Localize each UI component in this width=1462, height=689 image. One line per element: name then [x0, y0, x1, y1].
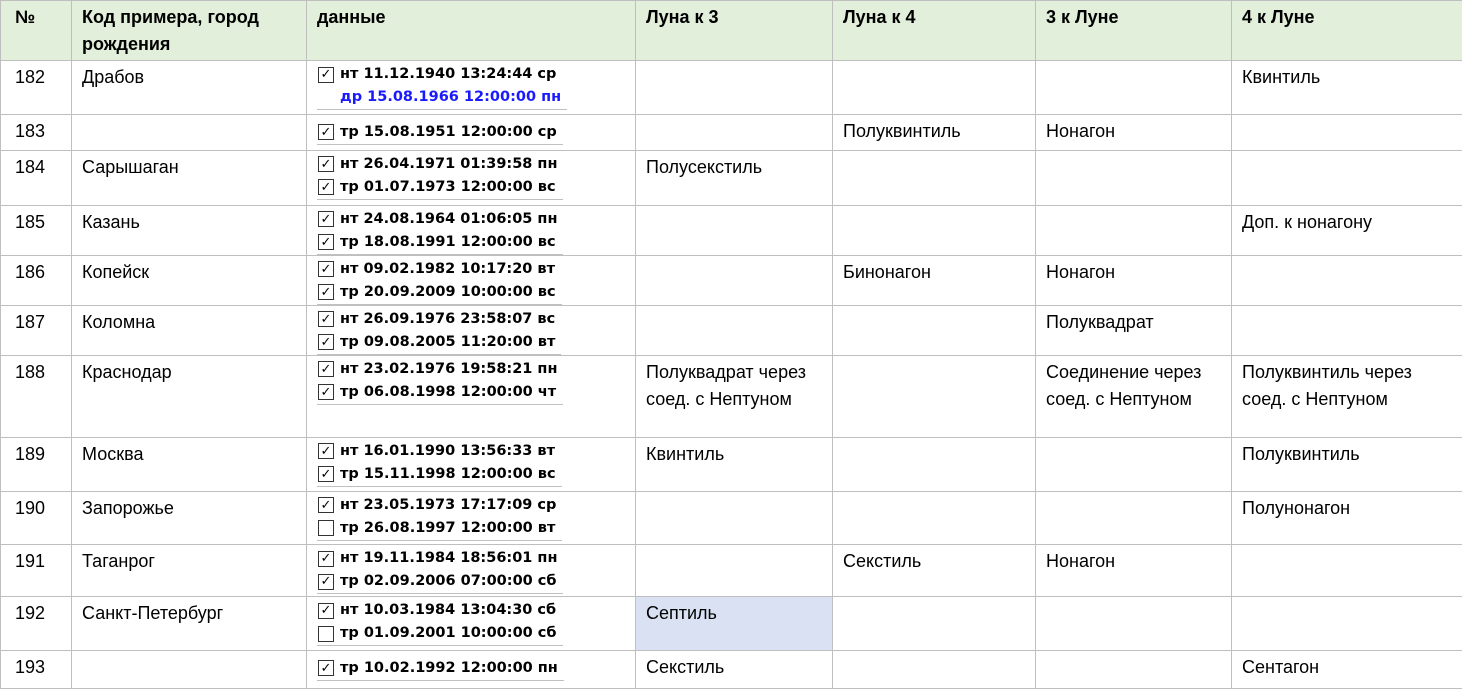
- city-cell: Казань: [72, 205, 307, 255]
- moon-to-3-cell: Секстиль: [636, 650, 833, 688]
- data-line-text: тр 20.09.2009 10:00:00 вс: [340, 281, 556, 304]
- data-screenshot: [317, 208, 563, 255]
- checkbox-icon[interactable]: ✓: [318, 574, 334, 590]
- city-cell: [72, 114, 307, 150]
- data-line: [317, 231, 557, 254]
- data-line: [317, 308, 555, 331]
- data-line-text: нт 19.11.1984 18:56:01 пн: [340, 547, 557, 570]
- data-cell: [307, 650, 636, 688]
- table-row: [1, 61, 1462, 115]
- data-screenshot: [317, 358, 563, 405]
- data-line-text: нт 09.02.1982 10:17:20 вт: [340, 258, 555, 281]
- row-number: 186: [1, 255, 72, 305]
- moon-to-3-cell: [636, 305, 833, 355]
- data-line: [317, 494, 556, 517]
- data-line: [317, 463, 556, 486]
- data-cell: [307, 255, 636, 305]
- data-line: [317, 599, 557, 622]
- city-cell: Запорожье: [72, 491, 307, 545]
- data-line-text: нт 26.09.1976 23:58:07 вс: [340, 308, 555, 331]
- table-row: [1, 150, 1462, 205]
- checkbox-icon[interactable]: ✓: [318, 311, 334, 327]
- checkbox-icon[interactable]: ✓: [318, 384, 334, 400]
- data-screenshot: [317, 308, 561, 355]
- data-line: [317, 570, 557, 593]
- 3-to-moon-cell: Полуквадрат: [1036, 305, 1232, 355]
- data-line: [317, 86, 561, 109]
- checkbox-icon[interactable]: ✓: [318, 261, 334, 277]
- data-line: [317, 281, 556, 304]
- data-line: [317, 331, 555, 354]
- 4-to-moon-cell: Квинтиль: [1232, 61, 1462, 115]
- city-cell: [72, 650, 307, 688]
- data-line-text: нт 24.08.1964 01:06:05 пн: [340, 208, 557, 231]
- 3-to-moon-cell: [1036, 61, 1232, 115]
- row-number: 187: [1, 305, 72, 355]
- 4-to-moon-cell: Полуквинтиль: [1232, 437, 1462, 491]
- data-line: [317, 153, 557, 176]
- 4-to-moon-cell: Сентагон: [1232, 650, 1462, 688]
- 3-to-moon-cell: Нонагон: [1036, 255, 1232, 305]
- header-4-moon: 4 к Луне: [1232, 1, 1462, 61]
- data-line-text: др 15.08.1966 12:00:00 пн: [340, 86, 561, 109]
- city-cell: Копейск: [72, 255, 307, 305]
- checkbox-icon[interactable]: ✓: [318, 497, 334, 513]
- 4-to-moon-cell: [1232, 305, 1462, 355]
- city-cell: Москва: [72, 437, 307, 491]
- moon-to-4-cell: Секстиль: [833, 545, 1036, 597]
- table-row: [1, 491, 1462, 545]
- moon-to-4-cell: [833, 61, 1036, 115]
- 3-to-moon-cell: Нонагон: [1036, 114, 1232, 150]
- table-row: [1, 597, 1462, 651]
- data-line: [317, 440, 556, 463]
- data-screenshot: [317, 121, 563, 145]
- table-row: [1, 205, 1462, 255]
- data-line-text: тр 15.11.1998 12:00:00 вс: [340, 463, 556, 486]
- data-cell: [307, 597, 636, 651]
- data-line-text: нт 11.12.1940 13:24:44 ср: [340, 63, 556, 86]
- checkbox-icon[interactable]: ✓: [318, 179, 334, 195]
- data-cell: [307, 61, 636, 115]
- data-line: [317, 381, 557, 404]
- 4-to-moon-cell: [1232, 150, 1462, 205]
- moon-to-3-cell: Полусекстиль: [636, 150, 833, 205]
- 4-to-moon-cell: Полуквинтиль через соед. с Нептуном: [1232, 355, 1462, 437]
- moon-to-4-cell: [833, 650, 1036, 688]
- row-number: 190: [1, 491, 72, 545]
- moon-to-4-cell: [833, 355, 1036, 437]
- data-line-text: нт 23.05.1973 17:17:09 ср: [340, 494, 556, 517]
- header-row: [1, 1, 1462, 61]
- data-line-text: тр 26.08.1997 12:00:00 вт: [340, 517, 555, 540]
- checkbox-icon[interactable]: ✓: [318, 466, 334, 482]
- header-3-moon: 3 к Луне: [1036, 1, 1232, 61]
- data-screenshot: [317, 258, 562, 305]
- data-screenshot: [317, 63, 567, 110]
- 4-to-moon-cell: Доп. к нонагону: [1232, 205, 1462, 255]
- checkbox-icon[interactable]: ✓: [318, 551, 334, 567]
- city-cell: Сарышаган: [72, 150, 307, 205]
- data-line-text: нт 26.04.1971 01:39:58 пн: [340, 153, 557, 176]
- data-cell: [307, 150, 636, 205]
- data-screenshot: [317, 153, 563, 200]
- checkbox-icon[interactable]: ✓: [318, 361, 334, 377]
- header-moon-4: Луна к 4: [833, 1, 1036, 61]
- data-cell: [307, 437, 636, 491]
- row-number: 183: [1, 114, 72, 150]
- data-screenshot: [317, 657, 564, 681]
- row-number: 185: [1, 205, 72, 255]
- row-number: 189: [1, 437, 72, 491]
- checkbox-icon[interactable]: ✓: [318, 67, 334, 83]
- table-row: [1, 650, 1462, 688]
- data-line-text: тр 01.09.2001 10:00:00 сб: [340, 622, 557, 645]
- checkbox-icon[interactable]: ✓: [318, 334, 334, 350]
- data-line-text: нт 23.02.1976 19:58:21 пн: [340, 358, 557, 381]
- data-line: [317, 517, 556, 540]
- table-row: [1, 305, 1462, 355]
- data-line: [317, 258, 556, 281]
- checkbox-icon[interactable]: ✓: [318, 660, 334, 676]
- data-screenshot: [317, 547, 563, 594]
- data-line-text: нт 16.01.1990 13:56:33 вт: [340, 440, 555, 463]
- moon-to-4-cell: [833, 205, 1036, 255]
- data-cell: [307, 355, 636, 437]
- 3-to-moon-cell: [1036, 650, 1232, 688]
- 4-to-moon-cell: [1232, 545, 1462, 597]
- header-moon-3: Луна к 3: [636, 1, 833, 61]
- header-num: №: [1, 1, 72, 61]
- table-row: [1, 545, 1462, 597]
- data-line-text: тр 15.08.1951 12:00:00 ср: [340, 121, 557, 144]
- data-screenshot: [317, 494, 562, 541]
- row-number: 182: [1, 61, 72, 115]
- moon-to-3-cell: [636, 205, 833, 255]
- 4-to-moon-cell: Полунонагон: [1232, 491, 1462, 545]
- moon-to-4-cell: [833, 597, 1036, 651]
- city-cell: Таганрог: [72, 545, 307, 597]
- row-number: 191: [1, 545, 72, 597]
- row-number: 193: [1, 650, 72, 688]
- moon-to-4-cell: Бинонагон: [833, 255, 1036, 305]
- moon-to-3-cell: [636, 545, 833, 597]
- checkbox-icon[interactable]: ✓: [318, 156, 334, 172]
- data-line-text: тр 02.09.2006 07:00:00 сб: [340, 570, 557, 593]
- 4-to-moon-cell: [1232, 597, 1462, 651]
- data-line: [317, 657, 558, 680]
- data-line: [317, 622, 557, 645]
- moon-to-3-cell: Полуквадрат через соед. с Нептуном: [636, 355, 833, 437]
- 3-to-moon-cell: Нонагон: [1036, 545, 1232, 597]
- data-line: [317, 176, 557, 199]
- table-row: [1, 255, 1462, 305]
- data-line-text: тр 06.08.1998 12:00:00 чт: [340, 381, 556, 404]
- table-row: [1, 355, 1462, 437]
- checkbox-icon[interactable]: ✓: [318, 234, 334, 250]
- data-line: [317, 547, 557, 570]
- city-cell: Драбов: [72, 61, 307, 115]
- moon-to-4-cell: [833, 491, 1036, 545]
- 3-to-moon-cell: [1036, 597, 1232, 651]
- row-number: 188: [1, 355, 72, 437]
- data-line: [317, 208, 557, 231]
- data-line-text: тр 09.08.2005 11:20:00 вт: [340, 331, 555, 354]
- table-row: [1, 114, 1462, 150]
- data-cell: [307, 114, 636, 150]
- table-row: [1, 437, 1462, 491]
- checkbox-icon[interactable]: ✓: [318, 124, 334, 140]
- data-line: [317, 358, 557, 381]
- checkbox-icon[interactable]: [318, 626, 334, 642]
- data-cell: [307, 545, 636, 597]
- 3-to-moon-cell: [1036, 205, 1232, 255]
- checkbox-icon[interactable]: ✓: [318, 284, 334, 300]
- data-line: [317, 121, 557, 144]
- data-line-text: тр 10.02.1992 12:00:00 пн: [340, 657, 558, 680]
- city-cell: Коломна: [72, 305, 307, 355]
- moon-to-3-cell: [636, 61, 833, 115]
- 3-to-moon-cell: [1036, 491, 1232, 545]
- moon-to-4-cell: [833, 437, 1036, 491]
- 4-to-moon-cell: [1232, 255, 1462, 305]
- data-cell: [307, 205, 636, 255]
- 3-to-moon-cell: [1036, 437, 1232, 491]
- checkbox-icon[interactable]: [318, 520, 334, 536]
- data-line-text: тр 01.07.1973 12:00:00 вс: [340, 176, 556, 199]
- moon-to-3-cell: [636, 114, 833, 150]
- data-line-text: тр 18.08.1991 12:00:00 вс: [340, 231, 556, 254]
- moon-to-4-cell: [833, 150, 1036, 205]
- data-screenshot: [317, 599, 563, 646]
- data-cell: [307, 491, 636, 545]
- moon-to-3-cell: [636, 491, 833, 545]
- data-cell: [307, 305, 636, 355]
- moon-to-3-cell: Квинтиль: [636, 437, 833, 491]
- data-screenshot: [317, 440, 562, 487]
- header-data: данные: [307, 1, 636, 61]
- moon-to-3-cell: Септиль: [636, 597, 833, 651]
- row-number: 184: [1, 150, 72, 205]
- city-cell: Краснодар: [72, 355, 307, 437]
- moon-to-4-cell: [833, 305, 1036, 355]
- data-line: [317, 63, 561, 86]
- data-line-text: нт 10.03.1984 13:04:30 сб: [340, 599, 556, 622]
- checkbox-icon[interactable]: ✓: [318, 603, 334, 619]
- 3-to-moon-cell: [1036, 150, 1232, 205]
- moon-to-4-cell: Полуквинтиль: [833, 114, 1036, 150]
- 3-to-moon-cell: Соединение через соед. с Нептуном: [1036, 355, 1232, 437]
- checkbox-icon[interactable]: ✓: [318, 211, 334, 227]
- city-cell: Санкт-Петербург: [72, 597, 307, 651]
- row-number: 192: [1, 597, 72, 651]
- moon-to-3-cell: [636, 255, 833, 305]
- header-city: Код примера, город рождения: [72, 1, 307, 61]
- checkbox-icon[interactable]: ✓: [318, 443, 334, 459]
- 4-to-moon-cell: [1232, 114, 1462, 150]
